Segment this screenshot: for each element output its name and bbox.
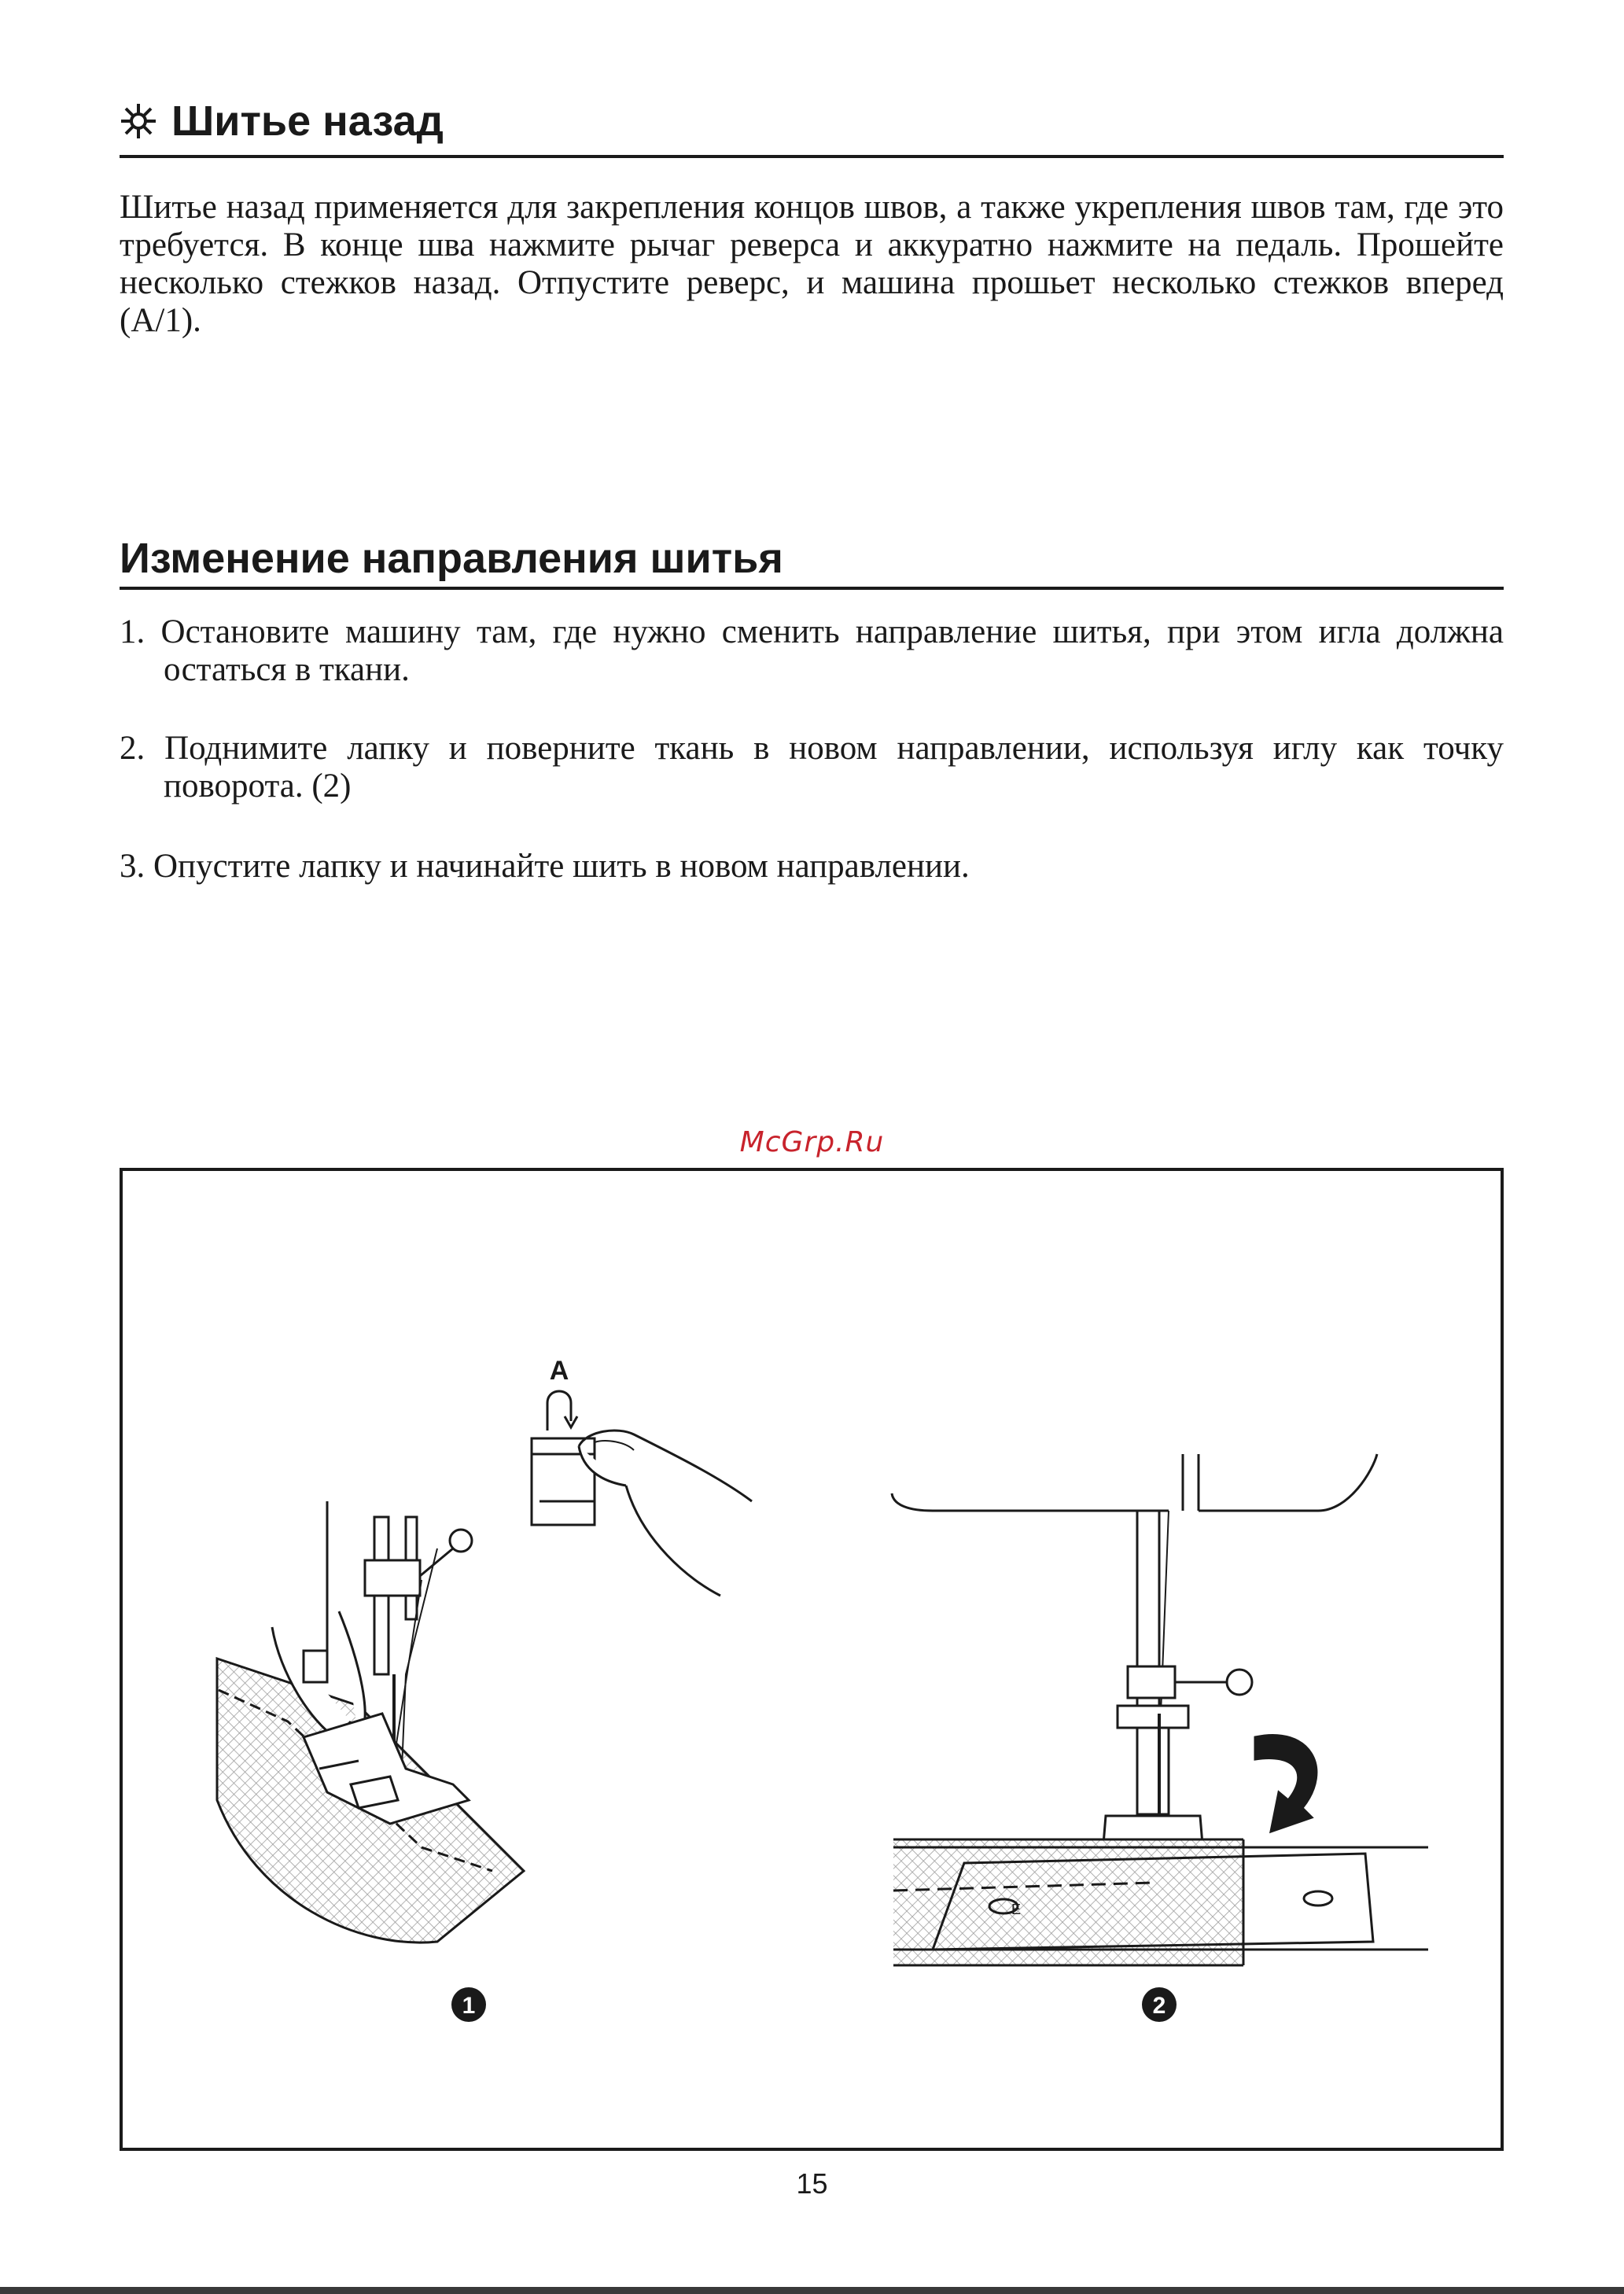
badge-number: 2 (1152, 1993, 1166, 2019)
star-bullet-icon (120, 102, 157, 140)
instruction-step: 3. Опустите лапку и начинайте шить в новом направлении. (120, 848, 970, 885)
needle-plate-mark: E (1011, 1902, 1022, 1917)
page-number: 15 (796, 2167, 828, 2200)
instruction-step: 1. Остановите машину там, где нужно сменить направление шитья, при этом игла должна остаться в ткани. (120, 613, 1504, 688)
page-bottom-border (0, 2287, 1624, 2294)
reverse-sewing-paragraph: Шитье назад применяется для закрепления концов швов, а также укрепления швов там, где это требуется. В конце шва нажмите рычаг реверса и аккуратно нажмите на педаль. Прошейте несколько стежков назад. Отпустите реверс, и машина прошьет несколько стежков вперед (А/1). (120, 189, 1504, 339)
section-title-reverse-sewing (120, 96, 1504, 146)
label-a: A (549, 1356, 569, 1386)
section-title-text: Шитье назад (171, 98, 444, 145)
badge-number: 1 (462, 1993, 476, 2019)
figure-1-reverse-sewing (217, 1391, 752, 1942)
illustration (123, 1171, 1507, 2154)
illustration-frame (120, 1168, 1504, 2151)
section-title-direction-change: Изменение направления шитья (120, 535, 783, 582)
figure-badge-2 (1142, 1987, 1177, 2022)
section-divider (120, 155, 1504, 158)
section-divider (120, 587, 1504, 590)
figure-2-direction-change (892, 1454, 1428, 1965)
watermark: McGrp.Ru (739, 1126, 885, 1158)
instruction-step: 2. Поднимите лапку и поверните ткань в новом направлении, используя иглу как точку поворота. (2) (120, 730, 1504, 805)
figure-badge-1 (451, 1987, 486, 2022)
